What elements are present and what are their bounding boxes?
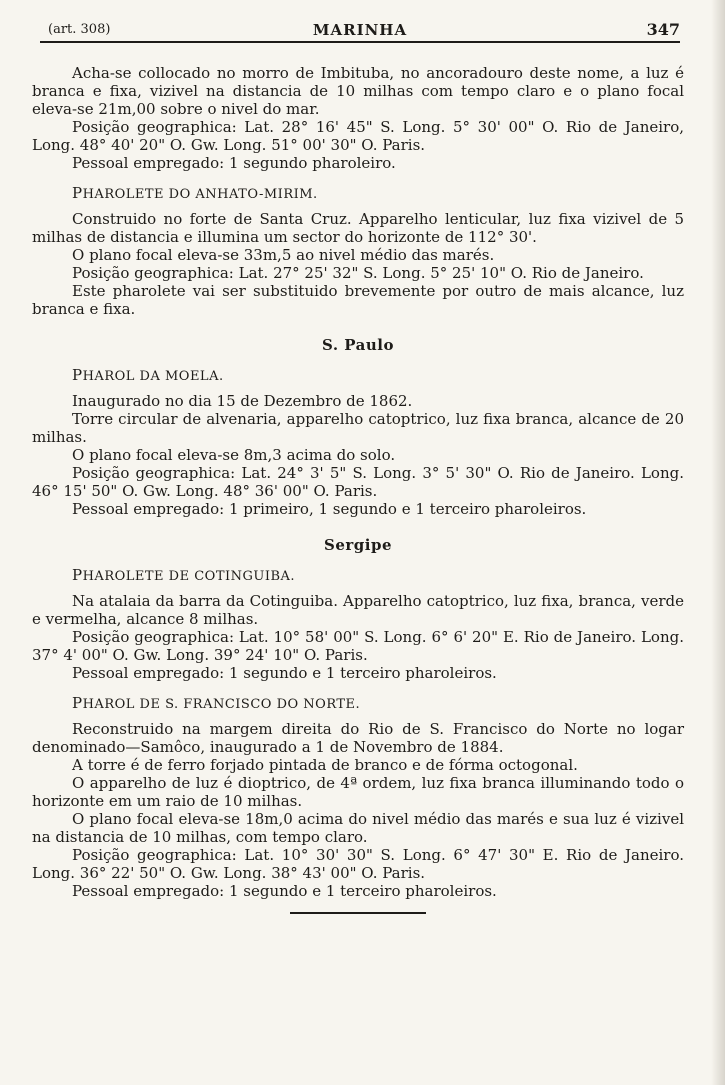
closing-rule (290, 912, 426, 914)
spacer (32, 354, 684, 366)
page-body (32, 64, 684, 914)
spacer (32, 554, 684, 566)
paragraph: Este pharolete vai ser substituido brevemente por outro de mais alcance, luz branca e fixa. (32, 282, 684, 318)
page-number: 347 (646, 20, 680, 39)
paragraph: Pessoal empregado: 1 segundo e 1 terceiro pharoleiros. (72, 664, 497, 682)
spacer (32, 318, 684, 330)
paragraph: O apparelho de luz é dioptrico, de 4ª ordem, luz fixa branca illuminando todo o horizonte em um raio de 10 milhas. (32, 774, 684, 810)
lighthouse-heading: PHAROLETE DE COTINGUIBA. (72, 566, 296, 584)
paragraph: Posição geographica: Lat. 10° 30' 30" S. Long. 6° 47' 30" E. Rio de Janeiro. Long. 36° 22' 50" O. Gw. Long. 38° 43' 00" O. Paris. (32, 846, 684, 882)
article-reference: (art. 308) (48, 22, 111, 37)
region-heading: S. Paulo (322, 336, 394, 354)
paragraph: Na atalaia da barra da Cotinguiba. Apparelho catoptrico, luz fixa, branca, verde e vermelha, alcance 8 milhas. (32, 592, 684, 628)
paragraph: A torre é de ferro forjado pintada de branco e de fórma octogonal. (72, 756, 578, 774)
lighthouse-heading: PHAROLETE DO ANHATO-MIRIM. (72, 184, 318, 202)
paragraph: Acha-se collocado no morro de Imbituba, no ancoradouro deste nome, a luz é branca e fixa, vizivel na distancia de 10 milhas com tempo claro e o plano focal eleva-se 21m,00 sobre o nivel do mar. (32, 64, 684, 118)
lighthouse-heading: PHAROL DE S. FRANCISCO DO NORTE. (72, 694, 361, 712)
paragraph: Posição geographica: Lat. 10° 58' 00" S. Long. 6° 6' 20" E. Rio de Janeiro. Long. 37° 4' 00" O. Gw. Long. 39° 24' 10" O. Paris. (32, 628, 684, 664)
paragraph: Torre circular de alvenaria, apparelho catoptrico, luz fixa branca, alcance de 20 milhas. (32, 410, 684, 446)
lighthouse-heading: PHAROL DA MOELA. (72, 366, 224, 384)
spacer (32, 682, 684, 694)
spacer (32, 172, 684, 184)
running-title: MARINHA (312, 21, 408, 39)
paragraph: O plano focal eleva-se 8m,3 acima do solo. (72, 446, 396, 464)
page-edge-shadow (711, 0, 725, 1085)
paragraph: Pessoal empregado: 1 primeiro, 1 segundo e 1 terceiro pharoleiros. (72, 500, 587, 518)
header-rule (40, 41, 680, 43)
spacer (32, 518, 684, 530)
paragraph: Construido no forte de Santa Cruz. Apparelho lenticular, luz fixa vizivel de 5 milhas de distancia e illumina um sector do horizonte de 112° 30'. (32, 210, 684, 246)
paragraph: Pessoal empregado: 1 segundo e 1 terceiro pharoleiros. (72, 882, 497, 900)
paragraph: Posição geographica: Lat. 24° 3' 5" S. Long. 3° 5' 30" O. Rio de Janeiro. Long. 46° 15' 50" O. Gw. Long. 48° 36' 00" O. Paris. (32, 464, 684, 500)
paragraph: Posição geographica: Lat. 27° 25' 32" S. Long. 5° 25' 10" O. Rio de Janeiro. (72, 264, 644, 282)
paragraph: Pessoal empregado: 1 segundo pharoleiro. (72, 154, 396, 172)
paragraph: O plano focal eleva-se 33m,5 ao nivel médio das marés. (72, 246, 495, 264)
region-heading: Sergipe (324, 536, 392, 554)
paragraph: O plano focal eleva-se 18m,0 acima do nivel médio das marés e sua luz é vizivel na distancia de 10 milhas, com tempo claro. (32, 810, 684, 846)
running-header (40, 20, 680, 42)
paragraph: Inaugurado no dia 15 de Dezembro de 1862. (72, 392, 413, 410)
paragraph: Posição geographica: Lat. 28° 16' 45" S. Long. 5° 30' 00" O. Rio de Janeiro, Long. 48° 40' 20" O. Gw. Long. 51° 00' 30" O. Paris. (32, 118, 684, 154)
paragraph: Reconstruido na margem direita do Rio de S. Francisco do Norte no logar denominado—Samôco, inaugurado a 1 de Novembro de 1884. (32, 720, 684, 756)
